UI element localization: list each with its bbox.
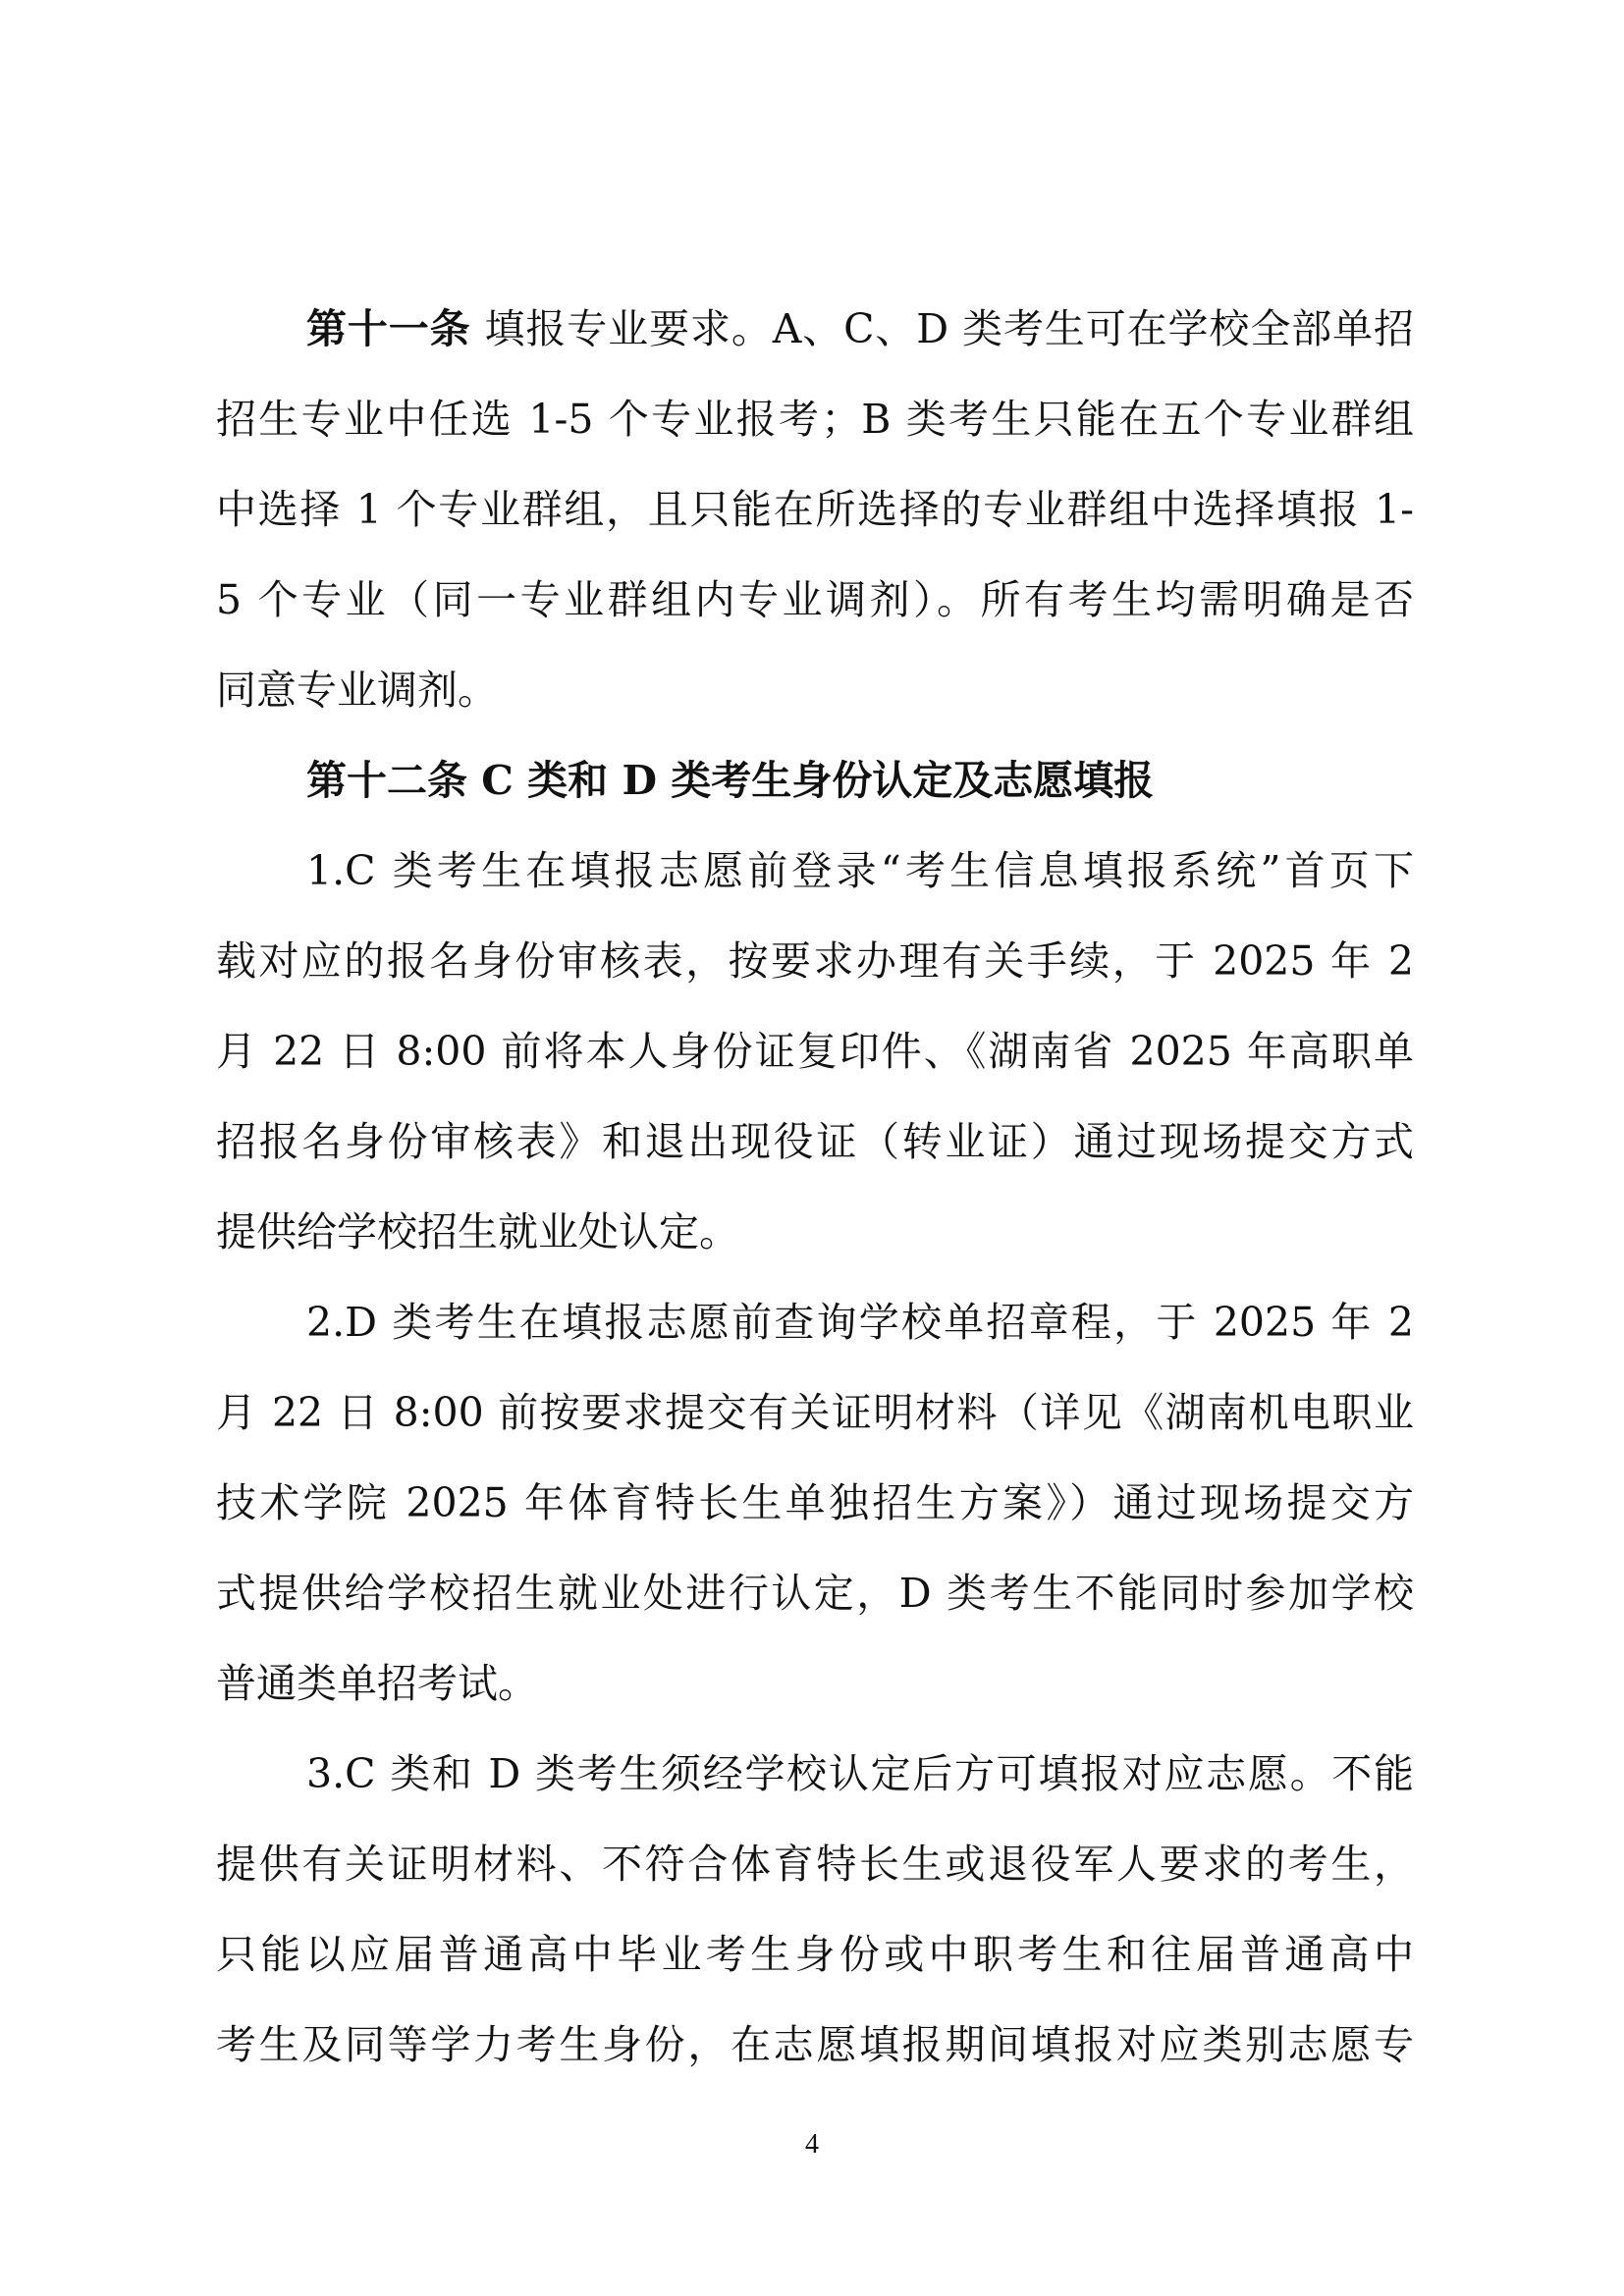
item-1-line-5: 提供给学校招生就业处认定。 xyxy=(216,1208,739,1255)
item-2-line-3: 技术学院 2025 年体育特长生单独招生方案》）通过现场提交方 xyxy=(216,1479,1414,1526)
item-2-line-5: 普通类单招考试。 xyxy=(216,1660,538,1707)
item-3-line-2: 提供有关证明材料、不符合体育特长生或退役军人要求的考生， xyxy=(216,1841,1414,1888)
item-3-line-4: 考生及同等学力考生身份，在志愿填报期间填报对应类别志愿专 xyxy=(216,2021,1414,2068)
item-1-line-3: 月 22 日 8:00 前将本人身份证复印件、《湖南省 2025 年高职单 xyxy=(216,1028,1414,1075)
page-number: 4 xyxy=(805,2129,819,2160)
item-3-line-3: 只能以应届普通高中毕业考生身份或中职考生和往届普通高中 xyxy=(216,1931,1414,1978)
article-11-line-5: 同意专业调剂。 xyxy=(216,667,498,714)
item-2-line-1: 2.D 类考生在填报志愿前查询学校单招章程，于 2025 年 2 xyxy=(306,1299,1414,1346)
item-1-line-4: 招报名身份审核表》和退出现役证（转业证）通过现场提交方式 xyxy=(216,1118,1414,1165)
item-2-line-2: 月 22 日 8:00 前按要求提交有关证明材料（详见《湖南机电职业 xyxy=(216,1389,1414,1436)
item-1-line-1: 1.C 类考生在填报志愿前登录“考生信息填报系统”首页下 xyxy=(306,847,1414,894)
article-11-line-3: 中选择 1 个专业群组，且只能在所选择的专业群组中选择填报 1- xyxy=(216,486,1414,533)
article-11-line-1-text: 填报专业要求。A、C、D 类考生可在学校全部单招 xyxy=(470,305,1414,352)
article-11-line-1 xyxy=(306,299,1414,358)
article-11-line-2: 招生专业中任选 1-5 个专业报考；B 类考生只能在五个专业群组 xyxy=(216,396,1414,443)
item-2-line-4: 式提供给学校招生就业处进行认定，D 类考生不能同时参加学校 xyxy=(216,1570,1414,1617)
item-1-line-2: 载对应的报名身份审核表，按要求办理有关手续，于 2025 年 2 xyxy=(216,937,1414,985)
article-12-heading: 第十二条 C 类和 D 类考生身份认定及志愿填报 xyxy=(306,757,1155,804)
article-11-line-4: 5 个专业（同一专业群组内专业调剂）。所有考生均需明确是否 xyxy=(216,576,1414,623)
item-3-line-1: 3.C 类和 D 类考生须经学校认定后方可填报对应志愿。不能 xyxy=(306,1750,1414,1797)
article-11-title: 第十一条 xyxy=(306,305,471,352)
